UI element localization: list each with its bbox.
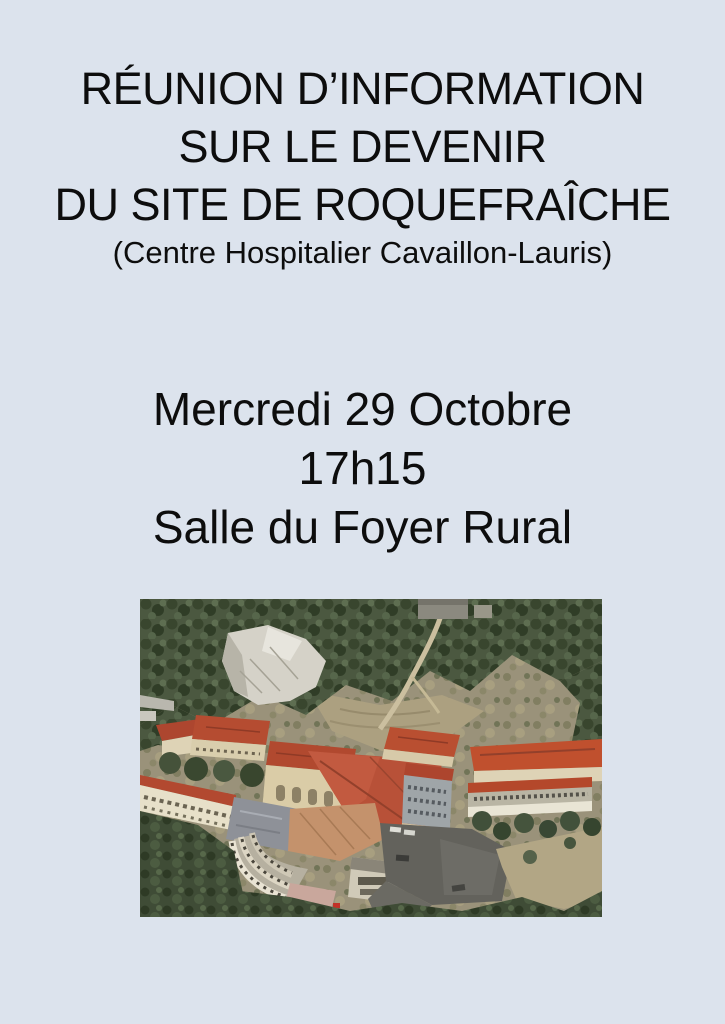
event-date: Mercredi 29 Octobre [152,383,573,435]
poster-title [0,60,725,234]
aerial-photo-graphic [140,599,602,917]
event-location: Salle du Foyer Rural [152,501,573,553]
event-details [0,380,725,557]
title-line-2: SUR LE DEVENIR [178,121,547,172]
poster-subtitle: (Centre Hospitalier Cavaillon-Lauris) [112,235,613,270]
title-line-3: DU SITE DE ROQUEFRAÎCHE [54,179,671,230]
title-line-1: RÉUNION D’INFORMATION [80,63,645,114]
event-time: 17h15 [298,442,427,494]
aerial-photo [140,599,602,917]
